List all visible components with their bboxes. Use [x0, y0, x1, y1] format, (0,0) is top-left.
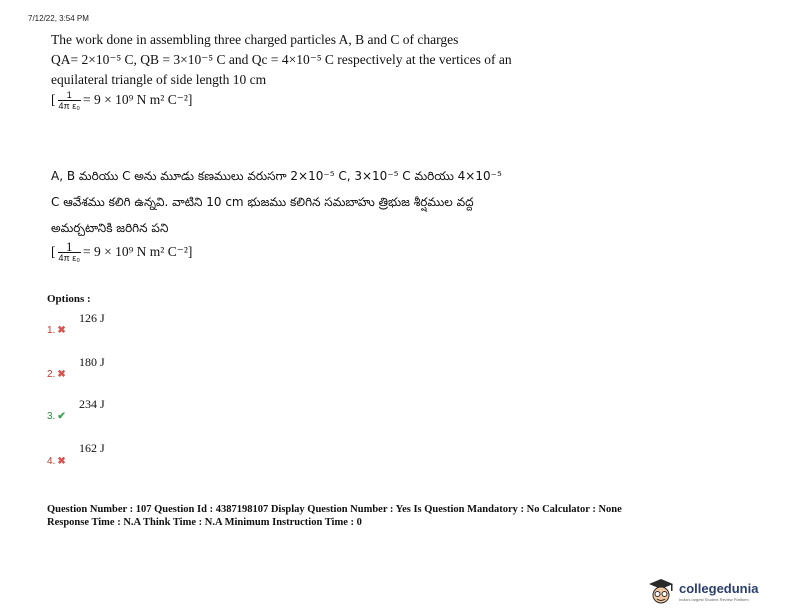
constant-value: = 9 × 10⁹ N m² C⁻²] [82, 92, 193, 107]
question-line-1: The work done in assembling three charged particles A, B and C of charges [51, 32, 459, 47]
cross-icon: ✖ [57, 456, 66, 467]
question-english [51, 30, 581, 111]
telugu-line-3: అమర్చటానికి జరిగిన పని [51, 221, 169, 235]
option-2-value[interactable]: 180 J [79, 355, 105, 369]
telugu-bracket-open: [ [51, 244, 56, 259]
constant-fraction [58, 90, 81, 111]
option-number: 3. [47, 411, 56, 422]
option-number: 1. [47, 325, 56, 336]
bracket-open: [ [51, 92, 56, 107]
question-line-2: QA= 2×10⁻⁵ C, QB = 3×10⁻⁵ C and Qc = 4×10⁻⁵ C respectively at the vertices of an [51, 52, 512, 67]
telugu-constant-value: = 9 × 10⁹ N m² C⁻²] [82, 244, 193, 259]
option-4-marker [47, 451, 66, 469]
fraction-numerator: 1 [58, 90, 81, 101]
metadata-line-1: Question Number : 107 Question Id : 4387198107 Display Question Number : Yes Is Question Mandatory : No Calculator : None [47, 504, 622, 515]
logo-tagline: India's largest Student Review Platform [679, 597, 749, 602]
option-4-value[interactable]: 162 J [79, 441, 105, 455]
metadata-line-2: Response Time : N.A Think Time : N.A Minimum Instruction Time : 0 [47, 517, 362, 528]
collegedunia-logo [645, 577, 790, 607]
option-3-value[interactable]: 234 J [79, 397, 105, 411]
telugu-line-1: A, B మరియు C అను మూడు కణములు వరుసగా 2×10⁻⁵ C, 3×10⁻⁵ C మరియు 4×10⁻⁵ [51, 169, 502, 183]
option-2-marker [47, 364, 66, 382]
question-line-3: equilateral triangle of side length 10 cm [51, 72, 267, 87]
option-1-marker [47, 320, 66, 338]
telugu-fraction-numerator: 1 [58, 242, 81, 253]
logo-wordmark: collegedunia [679, 581, 759, 596]
telugu-line-2: C ఆవేశము కలిగి ఉన్నవి. వాటిని 10 cm భుజము కలిగిన సమబాహు త్రిభుజ శీర్షముల వద్ద [51, 195, 474, 209]
constant-line [51, 90, 581, 111]
fraction-denominator: 4π ε₀ [58, 101, 80, 112]
options-label: Options : [47, 293, 91, 305]
timestamp: 7/12/22, 3:54 PM [28, 14, 89, 23]
telugu-constant-fraction [58, 239, 81, 264]
mascot-icon [645, 577, 677, 607]
question-telugu [51, 163, 611, 263]
option-1-value[interactable]: 126 J [79, 311, 105, 325]
cross-icon: ✖ [57, 369, 66, 380]
cross-icon: ✖ [57, 325, 66, 336]
telugu-fraction-denominator: 4π ε₀ [58, 253, 80, 264]
telugu-constant-line [51, 241, 611, 263]
check-icon: ✔ [57, 411, 66, 422]
option-number: 2. [47, 369, 56, 380]
option-3-marker [47, 406, 66, 424]
option-number: 4. [47, 456, 56, 467]
question-metadata [47, 503, 747, 529]
